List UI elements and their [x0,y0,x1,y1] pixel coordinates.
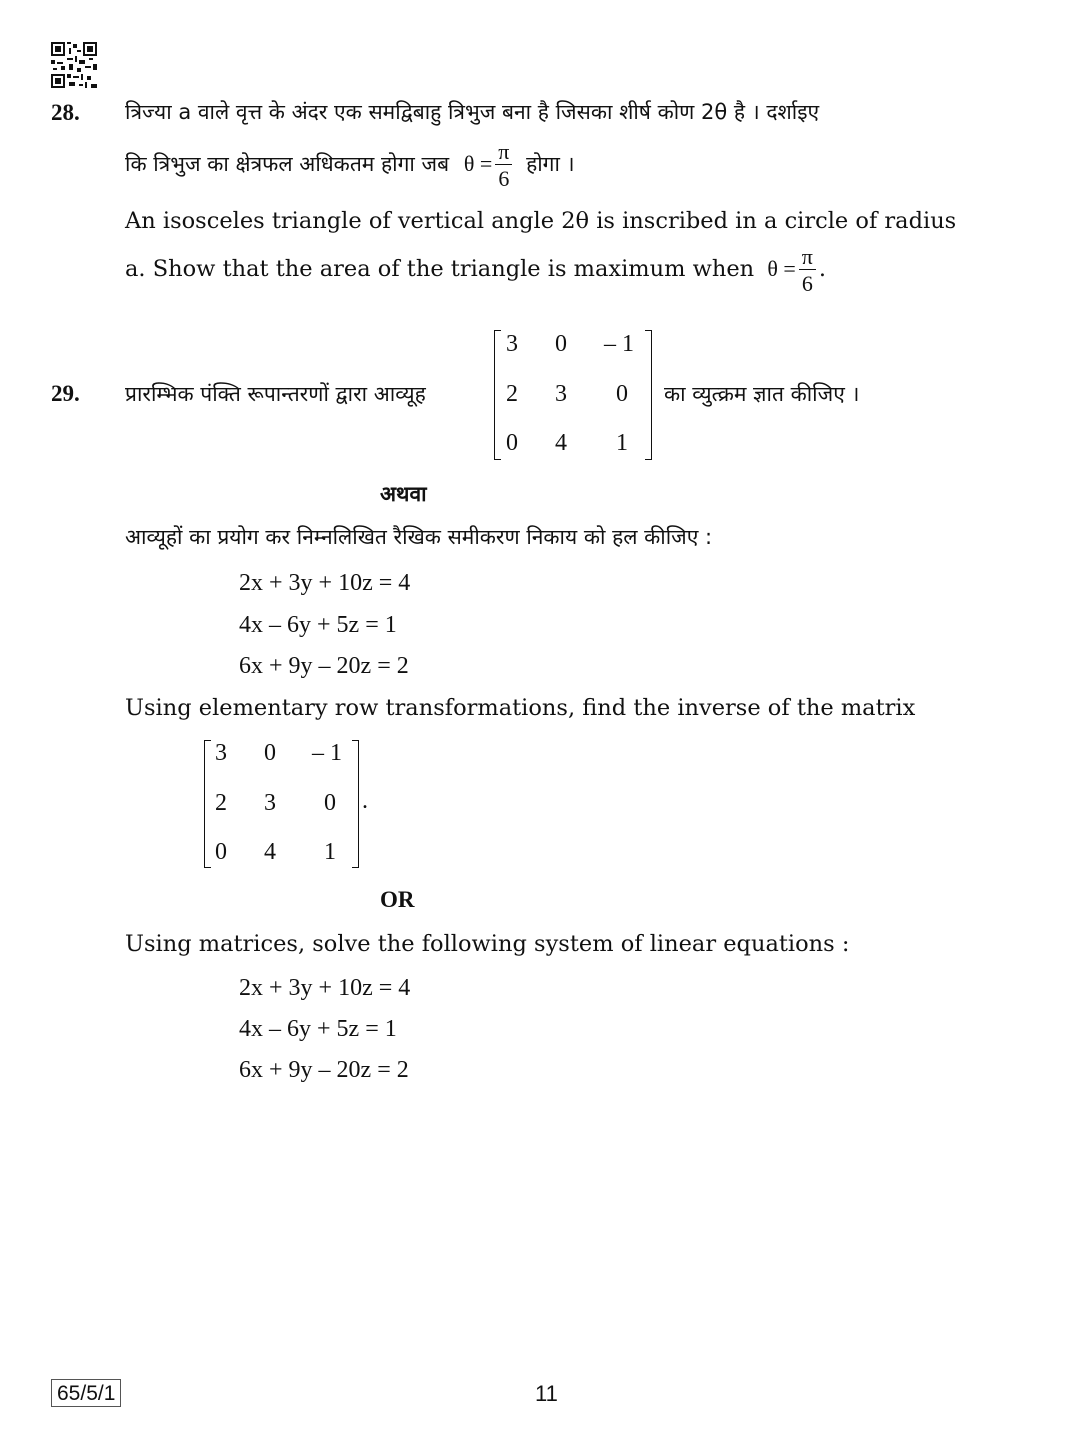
matrix-cell: 0 [215,839,227,865]
question-29-hindi-before: प्रारम्भिक पंक्ति रूपान्तरणों द्वारा आव्यूह [125,382,426,406]
matrix-english-period: . [362,788,368,814]
q28-hindi-line2-text: कि त्रिभुज का क्षेत्रफल अधिकतम होगा जब [125,152,450,177]
matrix-right-bracket [645,330,652,460]
matrix-cell: 1 [616,430,628,456]
fraction-denominator: 6 [801,271,813,297]
fraction-numerator: π [799,245,816,270]
equation-1-english: 2x + 3y + 10z = 4 [239,975,411,1001]
question-28-english-line2 [125,245,826,295]
matrix-cell: 4 [264,839,276,865]
page-number: 11 [535,1381,558,1406]
matrix-cell: 0 [506,430,518,456]
matrix-cell: 3 [264,790,276,816]
or-hindi-heading: अथवा [380,482,427,506]
matrix-english [204,740,359,868]
matrix-cell: – 1 [312,740,342,766]
paper-code: 65/5/1 [51,1379,121,1407]
matrix-right-bracket [352,740,359,868]
matrix-left-bracket [204,740,211,868]
q28-hindi-line2-end: होगा । [526,152,575,177]
q28-english-line2-end: . [818,256,827,283]
equation-3-english: 6x + 9y – 20z = 2 [239,1057,409,1083]
matrix-hindi [494,330,652,460]
question-29-hindi-after: का व्युत्क्रम ज्ञात कीजिए । [664,382,860,406]
matrix-cell: 3 [215,740,227,766]
matrix-cell: 2 [506,381,518,407]
matrix-cell: 0 [324,790,336,816]
or-english-heading: OR [380,887,415,912]
qr-code-image [51,42,97,88]
question-28-hindi-line1: त्रिज्या a वाले वृत्त के अंदर एक समद्विबाहु त्रिभुज बना है जिसका शीर्ष कोण 2θ है । दर्शाइए [125,100,820,124]
matrix-cell: 3 [555,381,567,407]
matrix-cell: 0 [264,740,276,766]
matrix-cell: 2 [215,790,227,816]
equation-3-hindi: 6x + 9y – 20z = 2 [239,653,409,679]
q28-fraction-english [799,245,816,295]
matrix-cell: 4 [555,430,567,456]
matrix-cell: 0 [616,381,628,407]
question-28-number: 28. [51,100,80,125]
equation-1-hindi: 2x + 3y + 10z = 4 [239,570,411,596]
equation-2-hindi: 4x – 6y + 5z = 1 [239,612,397,638]
matrix-cell: – 1 [604,331,634,357]
question-28-hindi-line2 [125,140,575,190]
q28-english-line2-text: a. Show that the area of the triangle is maximum when [125,256,755,283]
matrix-left-bracket [494,330,501,460]
q28-theta-eq: θ = [463,151,493,177]
equation-2-english: 4x – 6y + 5z = 1 [239,1016,397,1042]
q28-theta-eq-english: θ = [767,256,796,282]
question-28-english-line1: An isosceles triangle of vertical angle 2θ is inscribed in a circle of radius [125,208,957,234]
matrix-cell: 0 [555,331,567,357]
question-29-hindi-alt: आव्यूहों का प्रयोग कर निम्नलिखित रैखिक समीकरण निकाय को हल कीजिए : [125,525,713,549]
q28-fraction-hindi [495,140,512,190]
matrix-cell: 1 [324,839,336,865]
question-29-number: 29. [51,381,80,406]
matrix-cell: 3 [506,331,518,357]
question-29-english-text: Using elementary row transformations, find the inverse of the matrix [125,695,916,721]
question-29-english-alt: Using matrices, solve the following system of linear equations : [125,931,850,957]
fraction-numerator: π [495,140,512,165]
fraction-denominator: 6 [498,166,510,192]
